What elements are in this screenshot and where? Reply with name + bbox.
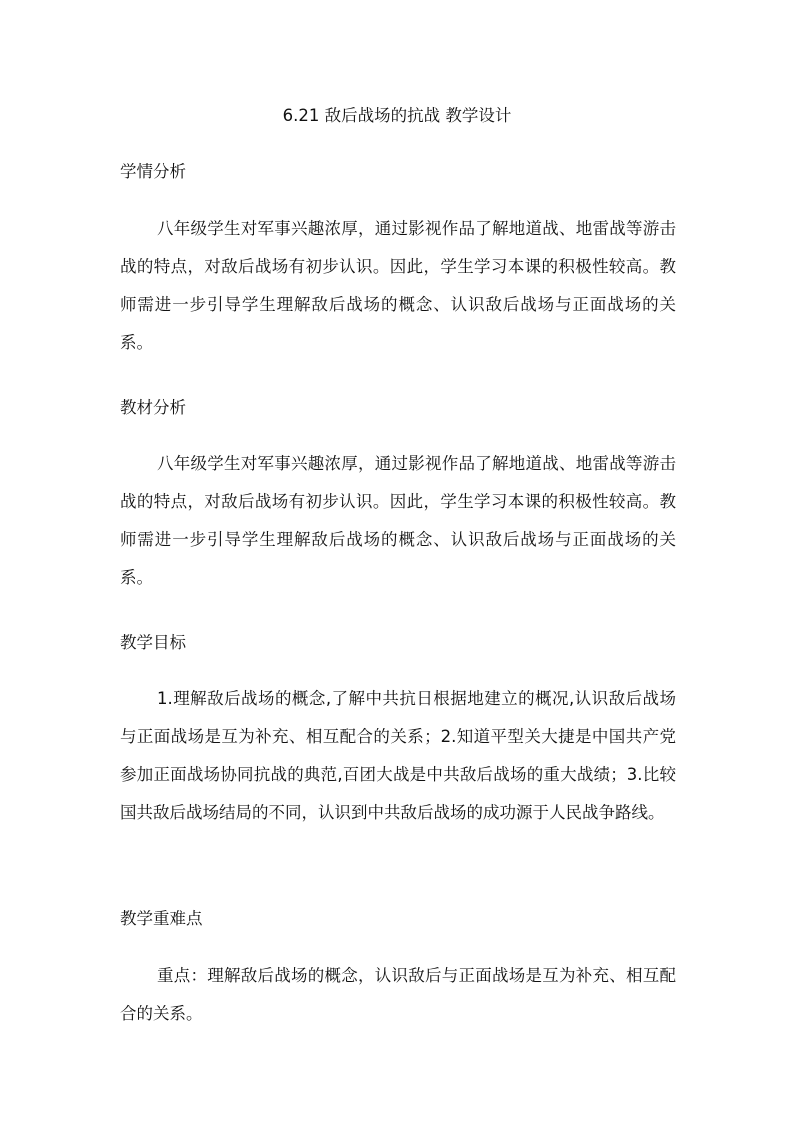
section-body-teaching-goals: 1.理解敌后战场的概念,了解中共抗日根据地建立的概况,认识敌后战场与正面战场是互为补充、相互配合的关系；2.知道平型关大捷是中国共产党参加正面战场协同抗战的典范,百团大战是中共敌后战场的重大战绩；3.比较国共敌后战场结局的不同，认识到中共敌后战场的成功源于人民战争路线。: [120, 689, 676, 822]
section-body-textbook-analysis: 八年级学生对军事兴趣浓厚，通过影视作品了解地道战、地雷战等游击战的特点，对敌后战场有初步认识。因此，学生学习本课的积极性较高。教师需进一步引导学生理解敌后战场的概念、认识敌后战场与正面战场的关系。: [120, 454, 676, 587]
document-title: 6.21 敌后战场的抗战 教学设计: [282, 106, 512, 125]
section-heading-key-difficulties: 教学重难点: [120, 909, 203, 928]
section-heading-learning-analysis: 学情分析: [120, 162, 186, 181]
section-body-learning-analysis: 八年级学生对军事兴趣浓厚，通过影视作品了解地道战、地雷战等游击战的特点，对敌后战场有初步认识。因此，学生学习本课的积极性较高。教师需进一步引导学生理解敌后战场的概念、认识敌后战场与正面战场的关系。: [120, 219, 676, 352]
section-body-key-difficulties: 重点：理解敌后战场的概念，认识敌后与正面战场是互为补充、相互配合的关系。: [120, 966, 676, 1023]
section-heading-teaching-goals: 教学目标: [120, 633, 186, 652]
section-heading-textbook-analysis: 教材分析: [120, 398, 186, 417]
